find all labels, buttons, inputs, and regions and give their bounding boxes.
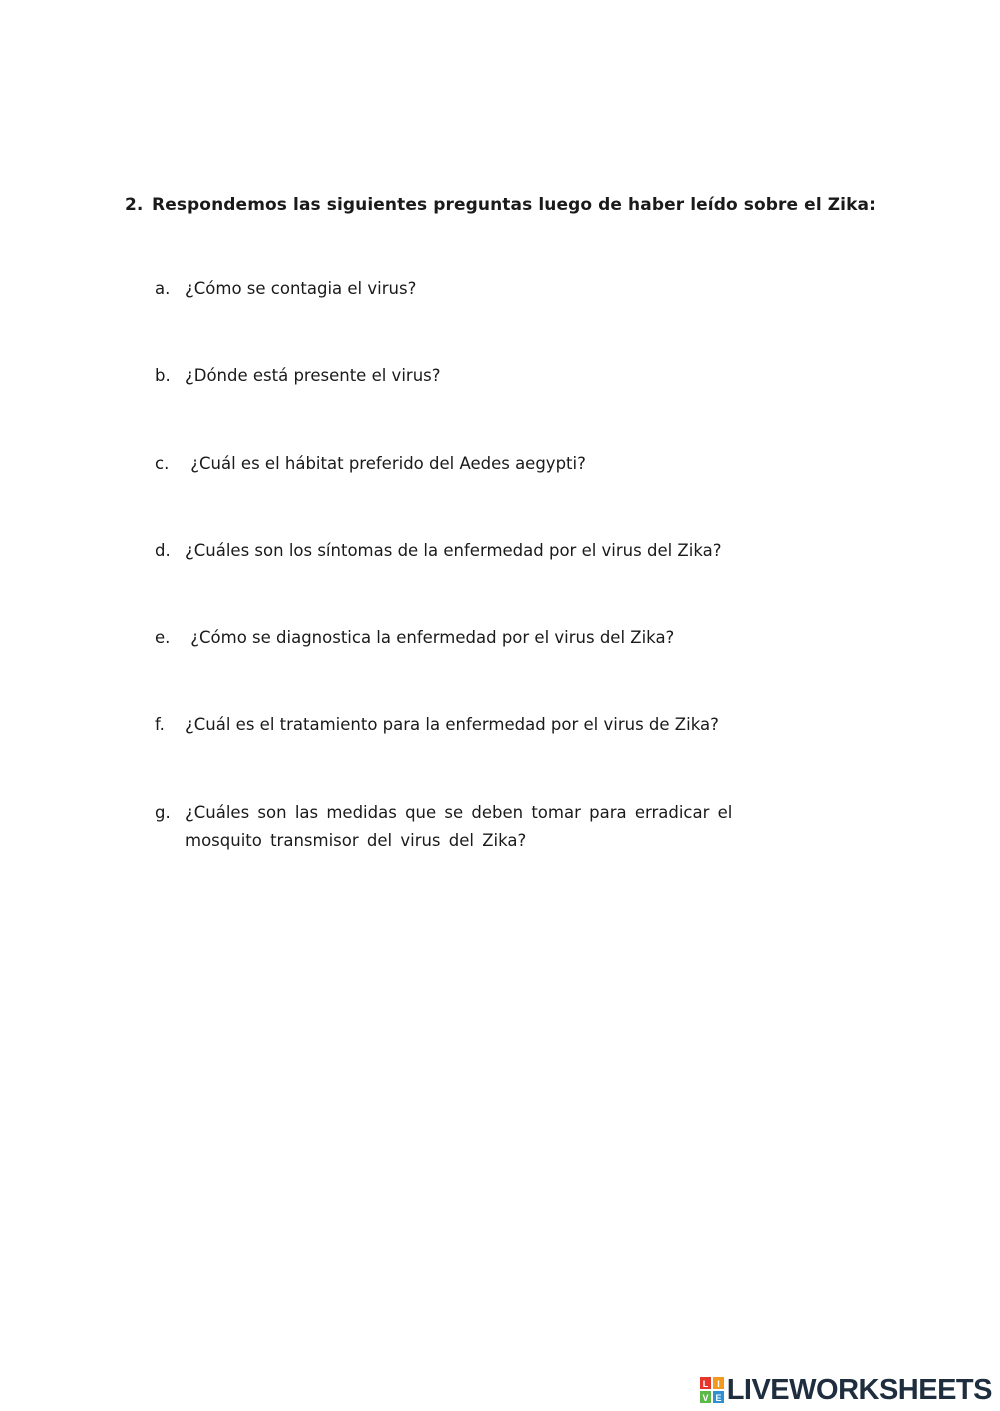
- question-letter: a.: [155, 279, 171, 298]
- question-letter: g.: [155, 803, 171, 822]
- question-number: 2.: [125, 195, 144, 215]
- question-item-b: [155, 362, 441, 390]
- question-letter: d.: [155, 541, 171, 560]
- question-letter: e.: [155, 628, 171, 647]
- liveworksheets-brand: [700, 1375, 992, 1405]
- question-text: ¿Cómo se diagnostica la enfermedad por el virus del Zika?: [185, 628, 675, 647]
- question-item-g: [155, 799, 795, 855]
- question-text: ¿Cuáles son los síntomas de la enfermedad por el virus del Zika?: [185, 541, 722, 560]
- question-letter: b.: [155, 366, 171, 385]
- svg-text:I: I: [716, 1379, 720, 1389]
- question-letter: c.: [155, 454, 170, 473]
- liveworksheets-logo-icon: [700, 1377, 724, 1403]
- svg-text:L: L: [702, 1379, 708, 1389]
- question-item-f: [155, 711, 719, 739]
- question-text: ¿Cuál es el tratamiento para la enfermedad por el virus de Zika?: [185, 715, 719, 734]
- question-letter: f.: [155, 715, 165, 734]
- question-item-c: [155, 450, 586, 478]
- question-item-a: [155, 275, 416, 303]
- question-text: ¿Cuáles son las medidas que se deben tomar para erradicar el mosquito transmisor del virus del Zika?: [185, 803, 733, 850]
- svg-text:V: V: [702, 1393, 709, 1403]
- question-item-d: [155, 537, 721, 565]
- question-title: Respondemos las siguientes preguntas luego de haber leído sobre el Zika:: [152, 195, 876, 215]
- question-heading: [125, 195, 876, 215]
- svg-text:E: E: [715, 1393, 722, 1403]
- question-text: ¿Dónde está presente el virus?: [185, 366, 441, 385]
- question-text: ¿Cómo se contagia el virus?: [185, 279, 417, 298]
- brand-name: LIVEWORKSHEETS: [726, 1373, 992, 1406]
- question-item-e: [155, 624, 674, 652]
- question-text: ¿Cuál es el hábitat preferido del Aedes aegypti?: [185, 454, 586, 473]
